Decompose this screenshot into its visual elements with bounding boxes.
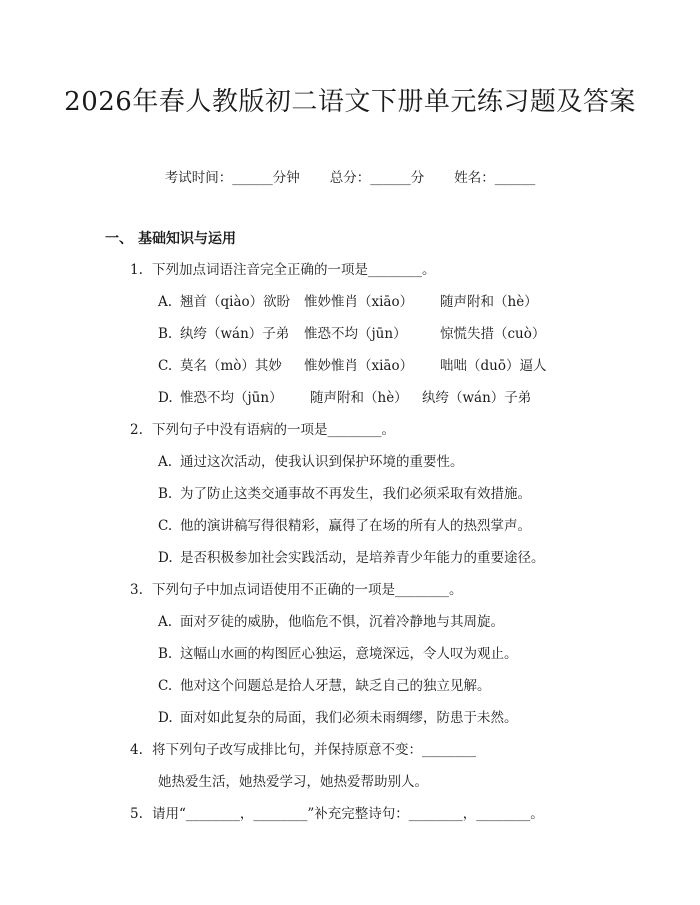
section-number: 一、 [105, 231, 133, 247]
option-text: 通过这次活动，使我认识到保护环境的重要性。 [180, 454, 464, 470]
option-label: B. [158, 326, 173, 342]
question-number: 1. [130, 262, 143, 278]
question-text: 请用“________，________”补充完整诗句：________，________。 [152, 806, 544, 822]
question-number: 2. [130, 422, 143, 438]
exam-time-field: 考试时间：______分钟 [164, 170, 300, 186]
question-4-source-sentence: 她热爱生活，她热爱学习，她热爱帮助别人。 [158, 774, 428, 790]
question-text: 下列句子中加点词语使用不正确的一项是________。 [152, 582, 463, 598]
option-item: 惟恐不均（jūn） [180, 390, 283, 406]
option-label: D. [158, 390, 173, 406]
question-3 [130, 580, 463, 600]
question-number: 5. [130, 806, 143, 822]
option-label: C. [158, 358, 173, 374]
document-title: 2026年春人教版初二语文下册单元练习题及答案 [64, 87, 636, 117]
question-text: 下列加点词语注音完全正确的一项是________。 [152, 262, 436, 278]
option-item: 随声附和（hè） [440, 294, 538, 310]
question-2-option-a [158, 452, 464, 472]
option-item: 惊慌失措（cuò） [440, 326, 546, 342]
student-name-field: 姓名：______ [454, 170, 536, 186]
question-2 [130, 420, 395, 440]
option-text: 为了防止这类交通事故不再发生，我们必须采取有效措施。 [180, 486, 531, 502]
question-4 [130, 740, 476, 760]
option-item: 莫名（mò）其妙 [180, 358, 282, 374]
option-label: A. [158, 454, 173, 470]
question-1-option-b [158, 324, 545, 344]
option-label: B. [158, 486, 173, 502]
option-text: 这幅山水画的构图匠心独运，意境深远，令人叹为观止。 [180, 646, 518, 662]
option-item: 惟妙惟肖（xiāo） [304, 358, 414, 374]
option-text: 他对这个问题总是拾人牙慧，缺乏自己的独立见解。 [180, 678, 491, 694]
option-label: D. [158, 710, 173, 726]
question-3-option-d [158, 708, 518, 728]
question-number: 3. [130, 582, 143, 598]
option-item: 随声附和（hè） [310, 390, 408, 406]
question-1-option-a [158, 292, 538, 312]
option-label: B. [158, 646, 173, 662]
section-heading [105, 228, 236, 248]
question-2-option-b [158, 484, 531, 504]
question-number: 4. [130, 742, 143, 758]
section-title: 基础知识与运用 [138, 231, 236, 247]
option-item: 惟恐不均（jūn） [304, 326, 407, 342]
question-1-option-d [158, 388, 531, 408]
option-item: 惟妙惟肖（xiāo） [304, 294, 414, 310]
option-item: 纨绔（wán）子弟 [422, 390, 532, 406]
question-text: 下列句子中没有语病的一项是________。 [152, 422, 395, 438]
option-label: C. [158, 518, 173, 534]
option-text: 他的演讲稿写得很精彩，赢得了在场的所有人的热烈掌声。 [180, 518, 531, 534]
option-text: 面对如此复杂的局面，我们必须未雨绸缪，防患于未然。 [180, 710, 518, 726]
question-1 [130, 260, 436, 280]
question-text: 将下列句子改写成排比句，并保持原意不变：________ [152, 742, 476, 758]
question-1-option-c [158, 356, 546, 376]
question-2-option-d [158, 548, 545, 568]
option-label: A. [158, 614, 173, 630]
question-3-option-a [158, 612, 504, 632]
option-text: 面对歹徒的威胁，他临危不惧，沉着冷静地与其周旋。 [180, 614, 504, 630]
option-label: D. [158, 550, 173, 566]
question-3-option-c [158, 676, 491, 696]
option-item: 纨绔（wán）子弟 [180, 326, 290, 342]
option-label: C. [158, 678, 173, 694]
option-item: 翘首（qiào）欲盼 [180, 294, 291, 310]
total-score-field: 总分：______分 [329, 170, 425, 186]
option-label: A. [158, 294, 173, 310]
question-3-option-b [158, 644, 518, 664]
question-5 [130, 804, 544, 824]
option-text: 是否积极参加社会实践活动，是培养青少年能力的重要途径。 [180, 550, 545, 566]
option-item: 咄咄（duō）逼人 [440, 358, 547, 374]
question-2-option-c [158, 516, 531, 536]
exam-info [0, 168, 700, 188]
